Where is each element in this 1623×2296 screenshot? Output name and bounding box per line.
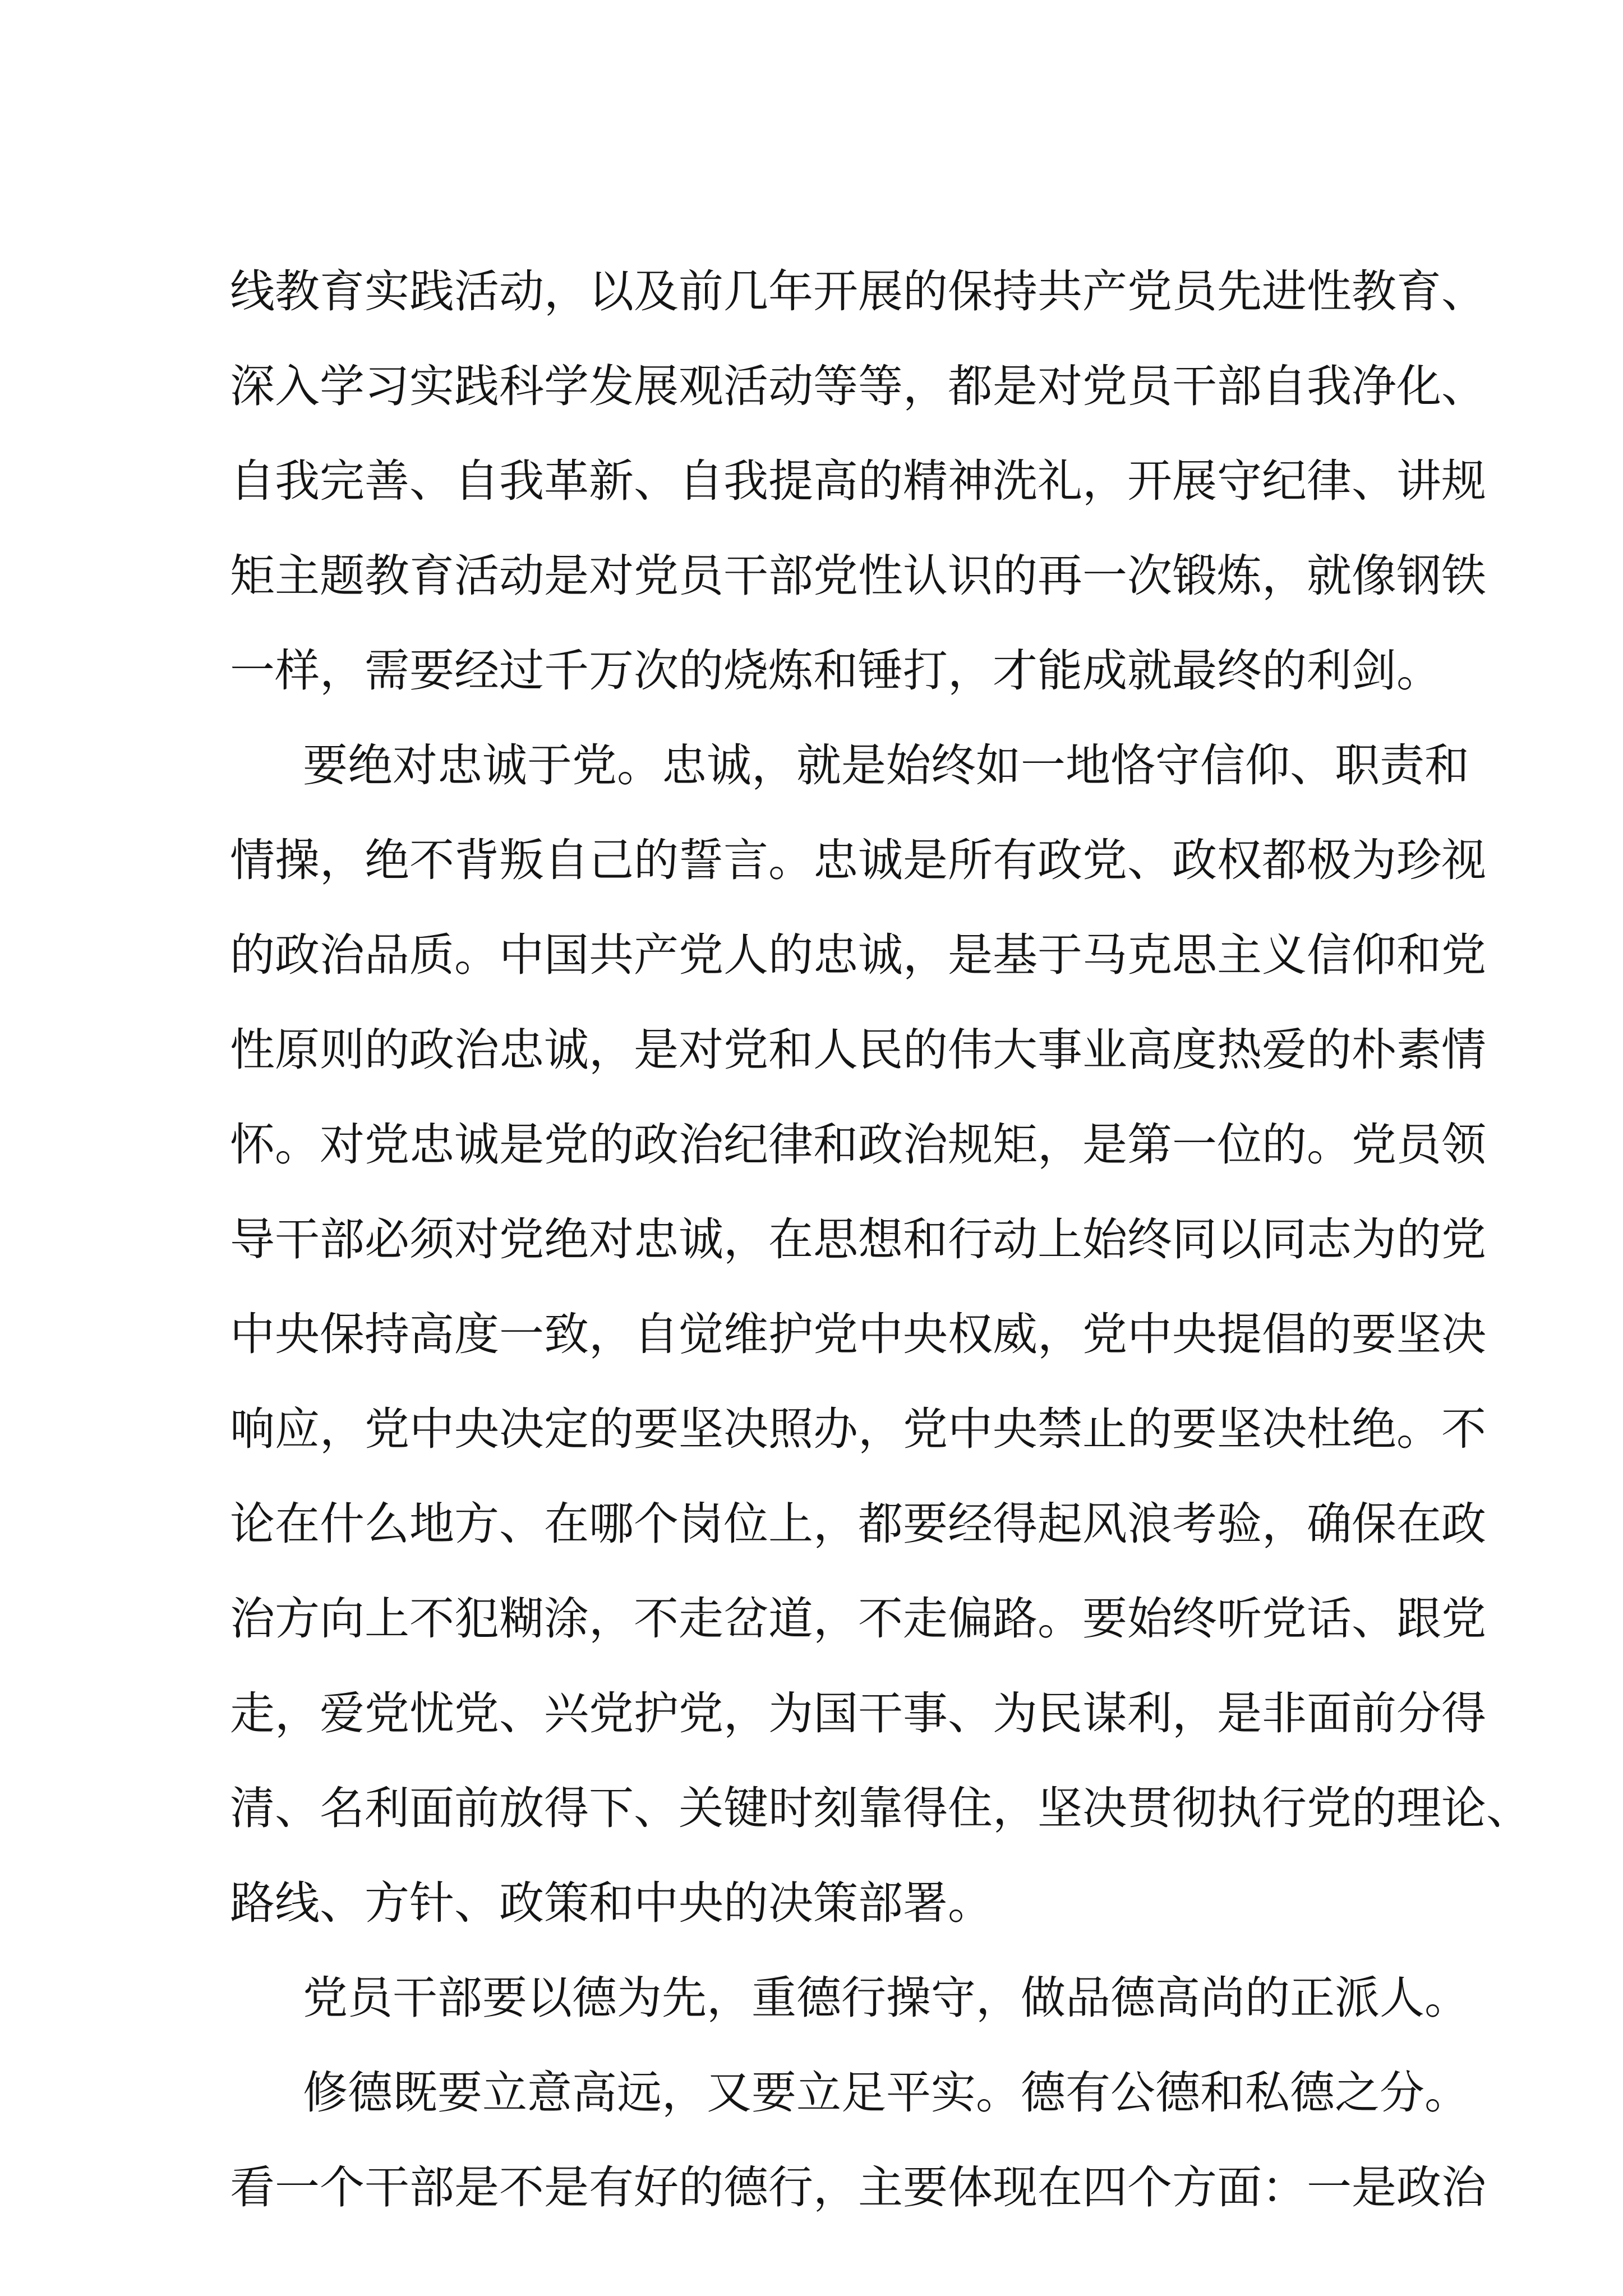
text-line: 深入学习实践科学发展观活动等等，都是对党员干部自我净化、 bbox=[230, 360, 1486, 412]
text-line: 看一个干部是不是有好的德行，主要体现在四个方面：一是政治 bbox=[230, 2161, 1486, 2214]
text-line: 走，爱党忧党、兴党护党，为国干事、为民谋利，是非面前分得 bbox=[230, 1687, 1486, 1740]
paragraph-start-line: 要绝对忠诚于党。忠诚，就是始终如一地恪守信仰、职责和 bbox=[303, 739, 1469, 792]
text-line: 治方向上不犯糊涂，不走岔道，不走偏路。要始终听党话、跟党 bbox=[230, 1593, 1486, 1645]
text-line: 一样，需要经过千万次的烧炼和锤打，才能成就最终的利剑。 bbox=[230, 645, 1441, 697]
paragraph-start-line: 修德既要立意高远，又要立足平实。德有公德和私德之分。 bbox=[303, 2067, 1469, 2119]
text-line: 矩主题教育活动是对党员干部党性认识的再一次锻炼，就像钢铁 bbox=[230, 550, 1486, 602]
paragraph-start-line: 党员干部要以德为先，重德行操守，做品德高尚的正派人。 bbox=[303, 1972, 1469, 2024]
text-line: 清、名利面前放得下、关键时刻靠得住，坚决贯彻执行党的理论、 bbox=[230, 1782, 1531, 1834]
text-line: 响应，党中央决定的要坚决照办，党中央禁止的要坚决杜绝。不 bbox=[230, 1403, 1486, 1455]
text-line: 性原则的政治忠诚，是对党和人民的伟大事业高度热爱的朴素情 bbox=[230, 1024, 1486, 1076]
text-line: 路线、方针、政策和中央的决策部署。 bbox=[230, 1877, 993, 1929]
text-line: 线教育实践活动，以及前几年开展的保持共产党员先进性教育、 bbox=[230, 265, 1486, 318]
text-line: 导干部必须对党绝对忠诚，在思想和行动上始终同以同志为的党 bbox=[230, 1213, 1486, 1266]
text-line: 怀。对党忠诚是党的政治纪律和政治规矩，是第一位的。党员领 bbox=[230, 1119, 1486, 1171]
text-line: 中央保持高度一致，自觉维护党中央权威，党中央提倡的要坚决 bbox=[230, 1308, 1486, 1360]
text-line: 的政治品质。中国共产党人的忠诚，是基于马克思主义信仰和党 bbox=[230, 929, 1486, 981]
text-line: 情操，绝不背叛自己的誓言。忠诚是所有政党、政权都极为珍视 bbox=[230, 834, 1486, 886]
text-line: 自我完善、自我革新、自我提高的精神洗礼，开展守纪律、讲规 bbox=[230, 455, 1486, 507]
text-line: 论在什么地方、在哪个岗位上，都要经得起风浪考验，确保在政 bbox=[230, 1498, 1486, 1550]
